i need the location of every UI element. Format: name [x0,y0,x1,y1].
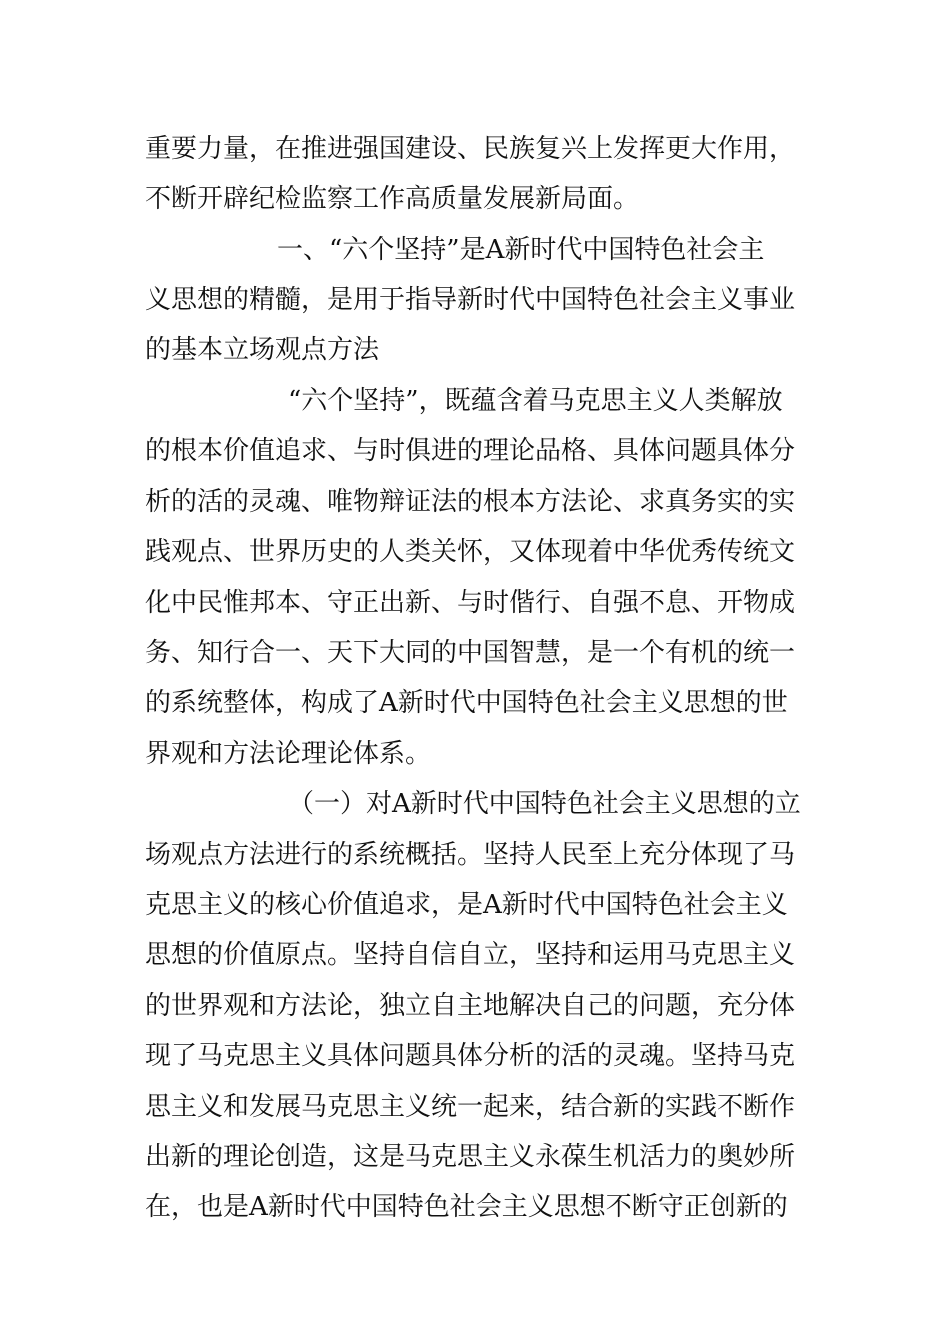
body-text-line: 的系统整体，构成了A新时代中国特色社会主义思想的世 [145,688,788,718]
body-text-line: 现了马克思主义具体问题具体分析的活的灵魂。坚持马克 [145,1041,796,1071]
body-text-line: 化中民惟邦本、守正出新、与时偕行、自强不息、开物成 [145,588,796,618]
body-text-line: 重要力量，在推进强国建设、民族复兴上发挥更大作用， [145,134,796,164]
body-text-line: 践观点、世界历史的人类关怀，又体现着中华优秀传统文 [145,537,796,567]
body-text-line: 场观点方法进行的系统概括。坚持人民至上充分体现了马 [145,840,796,870]
body-text-line: 的世界观和方法论，独立自主地解决自己的问题，充分体 [145,991,796,1021]
body-text-line: 的根本价值追求、与时俱进的理论品格、具体问题具体分 [145,436,796,466]
body-text-line: 析的活的灵魂、唯物辩证法的根本方法论、求真务实的实 [145,487,796,517]
section-heading-line: 一、“六个坚持”是A新时代中国特色社会主 [277,235,765,265]
body-text-line: 界观和方法论理论体系。 [145,739,432,769]
section-heading-line: 义思想的精髓，是用于指导新时代中国特色社会主义事业 [145,285,796,315]
body-text-line: 在，也是A新时代中国特色社会主义思想不断守正创新的 [145,1192,788,1222]
body-text-line: 出新的理论创造，这是马克思主义永葆生机活力的奥妙所 [145,1142,796,1172]
body-text-line: 务、知行合一、天下大同的中国智慧，是一个有机的统一 [145,638,796,668]
body-text-line: 思主义和发展马克思主义统一起来，结合新的实践不断作 [145,1092,796,1122]
subsection-text-line: （一）对A新时代中国特色社会主义思想的立 [288,789,801,819]
section-heading-line: 的基本立场观点方法 [145,335,380,365]
body-text-line: 思想的价值原点。坚持自信自立，坚持和运用马克思主义 [145,940,796,970]
body-text-line: 克思主义的核心价值追求，是A新时代中国特色社会主义 [145,890,788,920]
body-text-line: 不断开辟纪检监察工作高质量发展新局面。 [145,184,640,214]
body-text-line: “六个坚持”，既蕴含着马克思主义人类解放 [288,386,783,416]
